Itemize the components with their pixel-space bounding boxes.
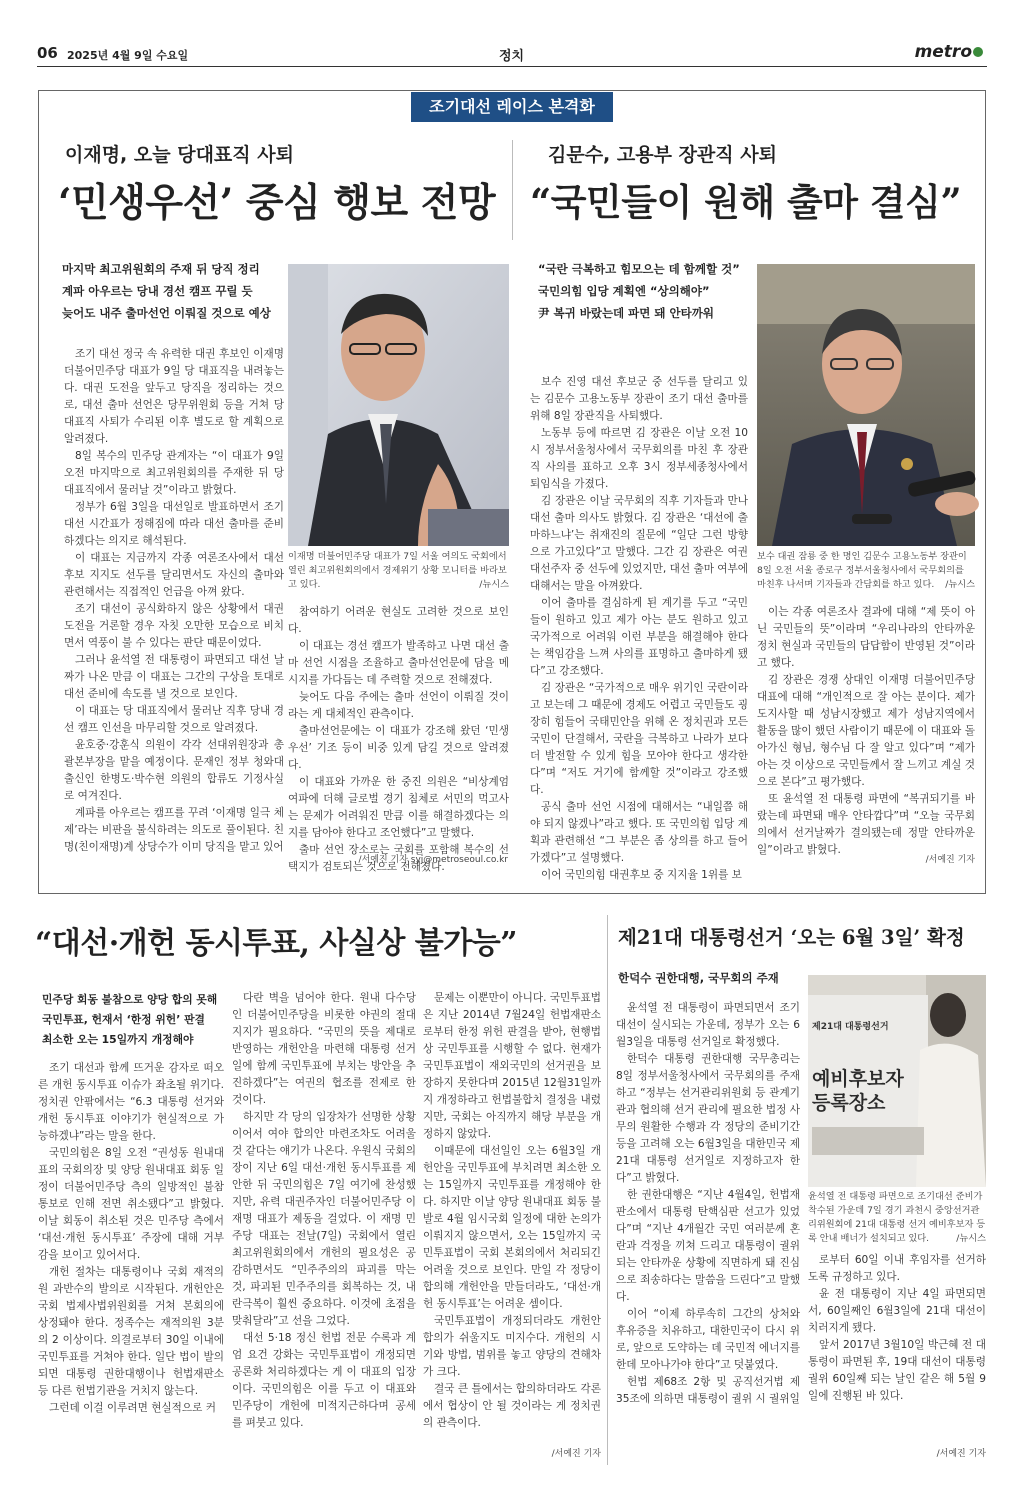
election-photo: [808, 975, 986, 1187]
paragraph: 한덕수 대통령 권한대행 국무총리는 8일 정부서울청사에서 국무회의를 주재하고 “정부는 선거관리위원회 등 관계기관과 협의해 선거 관리에 필요한 법정 사무의 원활한 수행과 각 정당의 준비기간 등을 고려해 오는 6월3일을 대한민국 제21대 대통령 선거일로 지정하고자 한다”고 밝혔다.: [616, 1053, 800, 1184]
referendum-byline: /서예진 기자: [551, 1449, 601, 1459]
photo-credit: /뉴시스: [956, 1233, 986, 1244]
election-deck: 한덕수 권한대행, 국무회의 주재: [618, 971, 779, 985]
page-number: 06: [37, 44, 58, 62]
caption-text: 보수 대권 잠룡 중 한 명인 김문수 고용노동부 장관이 8일 오전 서울 종로구 정부서울청사에서 국무회의를 마친후 나서며 기자들과 간담회를 하고 있다.: [757, 551, 967, 590]
paragraph: 또 윤석열 전 대통령 파면에 “복귀되기를 바랐는데 파면돼 매우 안타깝다”며 “오늘 국무회의에서 선거날짜가 결의됐는데 정말 안타까운 일”이라고 밝혔다.: [757, 793, 975, 856]
paragraph: 윤 전 대통령이 지난 4일 파면되면서, 60일째인 6월3일에 21대 대선이 치러지게 됐다.: [808, 1288, 986, 1334]
paragraph: 대선 5·18 정신 헌법 전문 수록과 계엄 요건 강화는 국민투표법이 개정되면 공론화 처리하겠다는 게 이 대표의 입장이다. 국민의힘은 이를 두고 이 대표와 민주당이 개헌에 미적지근하다며 공세를 펴붓고 있다.: [232, 1332, 416, 1429]
paragraph: 조기 대선과 함께 뜨거운 감자로 떠오른 개헌 동시투표 이슈가 좌초될 위기다. 정치권 안팎에서는 “6.3 대통령 선거와 개헌 동시투표 이야기가 현실적으로 가능하겠냐”라는 말을 한다.: [38, 1062, 224, 1142]
kim-body-col1: [530, 374, 749, 881]
paragraph: 이 대표와 가까운 한 중진 의원은 “비상계엄 여파에 더해 글로벌 경기 침체로 서민의 먹고사는 문제가 어려워진 만큼 이를 해결하겠다는 의지를 담아야 한다고 조언했다”고 말했다.: [288, 776, 509, 839]
paragraph: 국민투표법이 개정되더라도 개헌안 합의가 쉬울지도 미지수다. 개헌의 시기와 방법, 범위를 놓고 양당의 견해차가 크다.: [423, 1315, 601, 1378]
issue-date: 2025년 4월 9일 수요일: [67, 49, 189, 62]
paragraph: 늦어도 다음 주에는 출마 선언이 이뤄질 것이라는 게 대체적인 관측이다.: [288, 691, 509, 720]
paragraph: 다란 벽을 넘어야 한다. 원내 다수당인 더불어민주당을 비롯한 야권의 절대 지지가 필요하다. “국민의 뜻을 제대로 반영하는 개헌안을 마련해 대통령 선거일에 함께 국민투표에 부치는 방안을 추진하겠다”는 여권의 협조를 전제로 한 것이다.: [232, 992, 416, 1106]
page-header: [37, 42, 987, 64]
section-name: 정치: [499, 49, 525, 64]
paragraph: 참여하기 어려운 현실도 고려한 것으로 보인다.: [288, 606, 509, 635]
paragraph: 한 권한대행은 “지난 4월4일, 헌법재판소에서 대통령 탄핵심판 선고가 있었다”며 “지난 4개월간 국민 여러분께 혼란과 걱정을 끼쳐 드리고 대통령이 궐위되는 안타까운 상황에 직면하게 돼 진심으로 죄송하다는 말씀을 드린다”고 말했다.: [616, 1189, 800, 1303]
paragraph: 공식 출마 선언 시점에 대해서는 “내일쯤 해야 되지 않겠나”라고 했다. 또 국민의힘 입당 계획과 관련해선 “그 부분은 좀 상의를 하고 들어가겠다”고 설명했다.: [530, 801, 748, 864]
election-headline: 제21대 대통령선거 ‘오는 6월 3일’ 확정: [618, 926, 965, 949]
paragraph: 출마 선언 장소로는 국회를 포함해 복수의 선택지가 검토되는 것으로 전해졌다.: [288, 844, 509, 873]
paragraph: 노동부 등에 따르면 김 장관은 이날 오전 10시 정부서울청사에서 국무회의를 마친 후 장관직 사의를 표하고 오후 3시 정부세종청사에서 퇴임식을 가졌다.: [530, 427, 748, 490]
metro-logo: metro: [915, 42, 983, 62]
paragraph: 정부가 6월 3일을 대선일로 발표하면서 조기 대선 시간표가 정해짐에 따라 대선 출마를 준비하겠다는 의지로 해석된다.: [64, 501, 284, 547]
paragraph: 8일 복수의 민주당 관계자는 “이 대표가 9일 오전 마지막으로 최고위원회의를 주재한 뒤 당 대표직에서 물러날 것”이라고 밝혔다.: [64, 450, 284, 496]
referendum-headline: “대선·개헌 동시투표, 사실상 불가능”: [35, 926, 517, 961]
paragraph: 이는 각종 여론조사 결과에 대해 “제 뜻이 아닌 국민들의 뜻”이라며 “우리나라의 안타까운 정치 현실과 국민들의 답답함이 반영된 것”이라고 했다.: [757, 606, 975, 669]
lee-kicker: 이재명, 오늘 당대표직 사퇴: [65, 144, 294, 166]
referendum-body-col1: [38, 1060, 224, 1468]
lee-body-col1: [64, 346, 284, 868]
lee-headline: ‘민생우선’ 중심 행보 전망: [58, 180, 496, 226]
paragraph: 그러나 윤석열 전 대통령이 파면되고 대선 날짜가 나온 만큼 이 대표는 그간의 구상을 토대로 대선 준비에 속도를 낼 것으로 보인다.: [64, 654, 284, 700]
kim-headline: “국민들이 원해 출마 결심”: [530, 180, 962, 224]
lee-deck: [62, 258, 282, 324]
election-byline: /서예진 기자: [936, 1449, 986, 1459]
paragraph: 문제는 이뿐만이 아니다. 국민투표법은 지난 2014년 7월24일 헌법재판소로부터 한정 위헌 판결을 받아, 현행법상 국민투표를 시행할 수 없다. 현재가 국민투표법이 재외국민의 선거권을 보장하지 못한다며 2015년 12월31일까지 개정하라고 헌법불합치 결정을 내렸지만, 국회는 아직까지 해당 부분을 개정하지 않았다.: [423, 992, 601, 1140]
paragraph: 헌법 제68조 2항 및 공직선거법 제35조에 의하면 대통령이 궐위 시 궐위일: [616, 1376, 800, 1405]
kim-kicker: 김문수, 고용부 장관직 사퇴: [548, 144, 777, 166]
banner-sign-line: 등록장소: [812, 1092, 886, 1114]
paragraph: 김 장관은 “국가적으로 매우 위기인 국란이라고 보는데 그 때문에 경제도 어렵고 국민들도 굉장히 힘들어 국태민안을 위해 온 정치권과 모든 국민이 단결해서, 국란을 극복하고 나라가 보다 더 발전할 수 있게 힘을 모아야 한다고 생각한다”며 “저도 거기에 함께할 것”이라고 강조했다.: [530, 682, 749, 796]
paragraph: 로부터 60일 이내 후임자를 선거하도록 규정하고 있다.: [808, 1254, 986, 1283]
paragraph: 김 장관은 이날 국무회의 직후 기자들과 만나 대선 출마 의사도 밝혔다. 김 장관은 ‘대선에 출마하느냐’는 취재진의 질문에 “일단 그런 방향으로 가고있다”고 말했다. 그간 김 장관은 여권 대선주자 중 선두에 있었지만, 대선 출마 여부에 대해서는 말을 아껴왔다.: [530, 495, 749, 592]
paragraph: 하지만 각 당의 입장차가 선명한 상황이어서 여야 합의안 마련조차도 어려울 것 같다는 얘기가 나온다. 우원식 국회의장이 지난 6일 대선·개헌 동시투표를 제안한 뒤 국민의힘은 7일 여기에 찬성했지만, 유력 대권주자인 더불어민주당 이재명 대표가 제동을 걸었다. 이 재명 민주당 대표는 전날(7일) 국회에서 열린 최고위원회의에서 개헌의 필요성은 공감하면서도 “민주주의의 파괴를 막는 것, 파괴된 민주주의를 회복하는 것, 내란극복이 훨씬 중요하다. 이것에 초점을 맞춰달라”고 선을 그었다.: [232, 1111, 416, 1327]
lee-deck-line: 늦어도 내주 출마선언 이뤄질 것으로 예상: [62, 306, 271, 320]
paragraph: 개헌 절차는 대통령이나 국회 재적의원 과반수의 발의로 시작된다. 개헌안은 국회 법제사법위원회를 거쳐 본회의에 상정돼야 한다. 정족수는 재적의원 3분의 2 이상이다. 의결로부터 30일 이내에 국민투표를 거쳐야 한다. 일단 법이 발의되면 대통령 권한대행이나 헌법재판소 등 다른 헌법기관을 거치지 않는다.: [38, 1266, 224, 1397]
referendum-body-col3: [423, 990, 601, 1440]
lee-photo-illustration: [288, 264, 509, 546]
lee-photo-caption: [288, 550, 509, 592]
paragraph: 그런데 이걸 이루려면 현실적으로 커: [49, 1402, 216, 1414]
paragraph: 출마선언문에는 이 대표가 강조해 왔던 ‘민생 우선’ 기조 등이 비중 있게 담길 것으로 알려졌다.: [288, 725, 509, 771]
lee-deck-line: 마지막 최고위원회의 주재 뒤 당직 정리: [62, 262, 260, 276]
paragraph: 윤석열 전 대통령이 파면되면서 조기 대선이 실시되는 가운데, 정부가 오는 6월3일을 대통령 선거일로 확정했다.: [616, 1002, 800, 1048]
paragraph: 윤호중·강훈식 의원이 각각 선대위원장과 총괄본부장을 맡을 예정이다. 문재인 정부 청와대 출신인 한병도·박수현 의원의 합류도 기정사실로 여겨진다.: [64, 739, 284, 802]
referendum-body-col2: [232, 990, 416, 1468]
kim-deck: [538, 258, 758, 324]
referendum-deck-line: 민주당 회동 불참으로 양당 합의 못해: [42, 993, 218, 1006]
lee-byline: /서예진 기자 syj@metroseoul.co.kr: [358, 855, 508, 865]
caption-text: 이재명 더불어민주당 대표가 7일 서울 여의도 국회에서 열린 최고위원회의에서 경제위기 상황 모니터를 바라보고 있다.: [288, 551, 507, 590]
photo-credit: /뉴시스: [945, 579, 975, 590]
kim-body-col2: [757, 604, 976, 856]
paragraph: 조기 대선이 공식화하지 않은 상황에서 대권 도전을 거론할 경우 자칫 오만한 모습으로 비치면서 역풍이 불 수 있다는 판단 때문이었다.: [64, 603, 284, 649]
paragraph: 이 대표는 경선 캠프가 발족하고 나면 대선 출마 선언 시점을 조율하고 출마선언문에 담을 메시지를 가다듬는 데 주력할 것으로 전해졌다.: [288, 640, 509, 686]
referendum-deck-line: 국민투표, 헌재서 ‘한정 위헌’ 판결: [42, 1013, 205, 1026]
paragraph: 이어 출마를 결심하게 된 계기를 두고 “국민들이 원하고 있고 제가 아는 분도 원하고 있고 국가적으로 어려워 이런 부분을 해결해야 한다는 책임감을 느껴 사의를 표명하고 출마하게 됐다”고 강조했다.: [530, 597, 748, 677]
paragraph: 보수 진영 대선 후보군 중 선두를 달리고 있는 김문수 고용노동부 장관이 조기 대선 출마를 위해 8일 장관직을 사퇴했다.: [530, 376, 748, 422]
referendum-deck: [42, 990, 227, 1050]
paragraph: 이 대표는 지금까지 각종 여론조사에서 대선 후보 지지도 선두를 달리면서도 자신의 출마와 관련해서는 직접적인 언급을 아껴 왔다.: [64, 552, 284, 598]
lee-deck-line: 계파 아우르는 당내 경선 캠프 꾸릴 듯: [62, 284, 253, 298]
section-banner: 조기대선 레이스 본격화: [411, 92, 613, 122]
kim-deck-line: 尹 복귀 바랐는데 파면 돼 안타까워: [538, 306, 714, 320]
paragraph: 김 장관은 경쟁 상대인 이재명 더불어민주당 대표에 대해 “개인적으로 잘 아는 분이다. 제가 도지사할 때 성남시장했고 제가 성남지역에서 활동을 많이 했던 사람이기 때문에 이 대표와 돌아가신 형님, 형수님 다 잘 알고 있다”며 “제가 아는 것 이상으로 국민들께서 잘 느끼고 계실 것으로 본다”고 평가했다.: [757, 674, 976, 788]
banner-sign-title: [812, 1067, 924, 1115]
paragraph: 조기 대선 정국 속 유력한 대권 후보인 이재명 더불어민주당 대표가 9일 당 대표직을 내려놓는다. 대권 도전을 앞두고 당직을 정리하는 것으로, 대선 출마 선언은 당무위원회 등을 거쳐 당 대표직 사퇴가 수리된 이후 별도로 할 계획으로 알려졌다.: [64, 348, 284, 445]
election-body-col2: [808, 1252, 986, 1442]
paragraph: 이어 “이제 하루속히 그간의 상처와 후유증을 치유하고, 대한민국이 다시 위로, 앞으로 도약하는 데 국민적 에너지를 한데 모아나가야 한다”고 덧붙였다.: [616, 1308, 800, 1371]
paragraph: 계파를 아우르는 캠프를 꾸려 ‘이재명 일극 체제’라는 비판을 불식하려는 의도로 풀이된다. 친명(친이재명)계 상당수가 이미 당직을 맡고 있어: [64, 807, 284, 853]
caption-text: 윤석열 전 대통령 파면으로 조기대선 준비가 착수된 가운데 7일 경기 과천시 중앙선거관리위원회에 21대 대통령 선거 예비후보자 등록 안내 배너가 설치되고 있다.: [808, 1191, 986, 1244]
lee-photo: [288, 264, 509, 546]
paragraph: 이 대표는 당 대표직에서 물러난 직후 당내 경선 캠프 인선을 마무리할 것으로 알려졌다.: [64, 705, 284, 734]
kim-deck-line: 국민의힘 입당 계획엔 “상의해야”: [538, 284, 710, 298]
kim-photo-illustration: [757, 264, 975, 546]
banner-sign-line: 예비후보자: [812, 1068, 904, 1090]
kim-deck-line: “국란 극복하고 힘모으는 데 함께할 것”: [538, 262, 740, 276]
kim-photo: [757, 264, 975, 546]
paragraph: 국민의힘은 8일 오전 “권성동 원내대표의 국회의장 및 양당 원내대표 회동 일정이 더불어민주당 측의 일방적인 불참 통보로 인해 전면 취소됐다”고 밝혔다. 이날 회동이 취소된 것은 민주당 측에서 ‘대선·개헌 동시투표’ 주장에 대해 거부감을 보이고 있어서다.: [38, 1147, 224, 1261]
logo-dot-icon: [973, 47, 983, 57]
paragraph: 이어 국민의힘 대권후보 중 지지율 1위를 보: [541, 869, 742, 881]
photo-credit: /뉴시스: [479, 579, 509, 590]
column-divider: [512, 140, 513, 240]
kim-photo-caption: [757, 550, 975, 592]
banner-info-area: [812, 1127, 924, 1155]
referendum-deck-line: 최소한 오는 15일까지 개정해야: [42, 1033, 194, 1046]
header-rule: [37, 66, 987, 67]
election-photo-caption: [808, 1190, 986, 1246]
paragraph: 이때문에 대선일인 오는 6월3일 개헌안을 국민투표에 부치려면 최소한 오는 15일까지 국민투표를 개정해야 한다. 하지만 이날 양당 원내대표 회동 불발로 4월 임시국회 일정에 대한 논의가 이뤄지지 않으면서, 오는 15일까지 국민투표법이 국회 본회의에서 처리되긴 어려울 것으로 보인다. 만일 각 정당이 합의해 개헌안을 만들더라도, ‘대선·개헌 동시투표’는 어려운 셈이다.: [423, 1145, 601, 1310]
paragraph: 앞서 2017년 3월10일 박근혜 전 대통령이 파면된 후, 19대 대선이 대통령 궐위 60일째 되는 날인 같은 해 5월 9일에 진행된 바 있다.: [808, 1339, 986, 1402]
kim-byline: /서예진 기자: [925, 855, 975, 865]
banner-sign-small: 제21대 대통령선거: [812, 1022, 889, 1032]
election-body-col1: [616, 1000, 800, 1468]
column-divider: [607, 915, 608, 1465]
paragraph: 결국 큰 틀에서는 합의하더라도 각론에서 협상이 안 될 것이라는 게 정치권의 관측이다.: [423, 1383, 601, 1429]
